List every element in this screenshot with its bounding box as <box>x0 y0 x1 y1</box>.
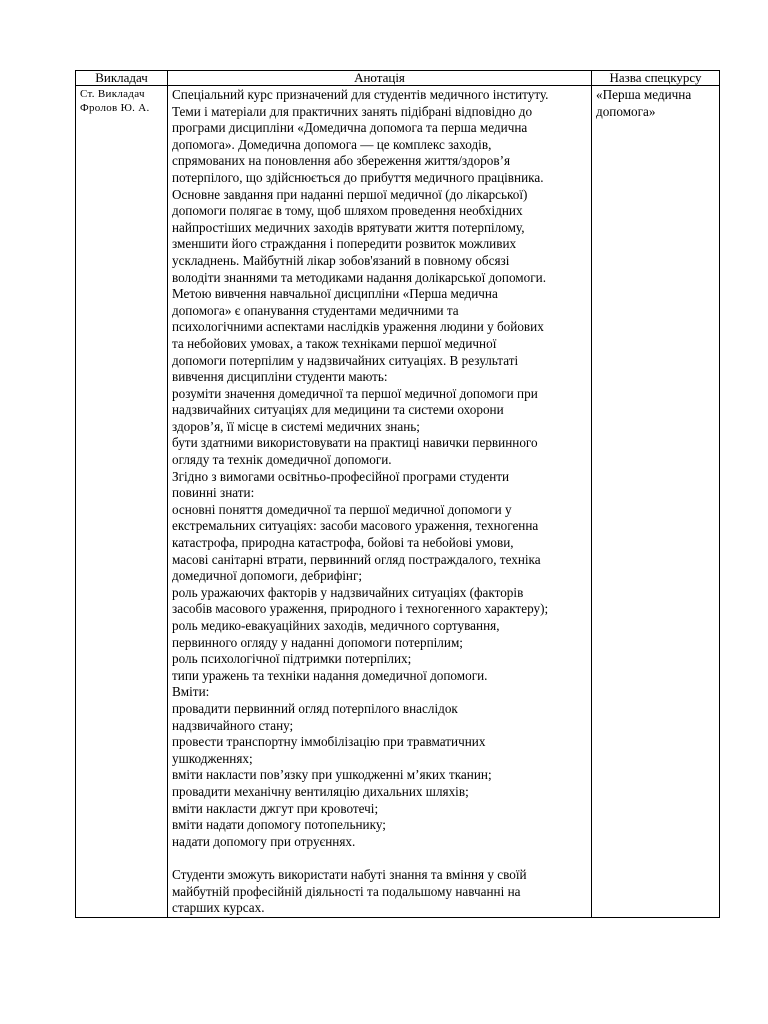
annotation-line: основні поняття домедичної та першої медичної допомоги у <box>172 501 512 517</box>
annotation-line: вивчення дисципліни студенти мають: <box>172 369 388 385</box>
annotation-cell <box>168 86 592 918</box>
annotation-line: майбутній професійній діяльності та подальшому навчанні на <box>172 883 521 899</box>
annotation-line: найпростіших медичних заходів врятувати життя потерпілому, <box>172 219 525 235</box>
teacher-title: Ст. Викладач <box>80 88 145 100</box>
header-teacher: Викладач <box>76 71 168 86</box>
annotation-line: домедичної допомоги, дебрифінг; <box>172 568 363 584</box>
course-name-line: допомога» <box>596 103 656 119</box>
annotation-line: бути здатними використовувати на практиці навички первинного <box>172 435 538 451</box>
annotation-line: та небойових умовах, а також техніками першої медичної <box>172 335 497 351</box>
annotation-line: старших курсах. <box>172 900 265 916</box>
teacher-cell <box>76 86 168 918</box>
annotation-line: повинні знати: <box>172 485 255 501</box>
annotation-line: вміти накласти джгут при кровотечі; <box>172 800 379 816</box>
annotation-line: допомога». Домедична допомога — це комплекс заходів, <box>172 136 492 152</box>
annotation-line: типи уражень та техніки надання домедичної допомоги. <box>172 667 488 683</box>
annotation-line: провадити механічну вентиляцію дихальних шляхів; <box>172 783 469 799</box>
annotation-line: провести транспортну іммобілізацію при травматичних <box>172 734 486 750</box>
annotation-line: ускладнень. Майбутній лікар зобов'язаний в повному обсязі <box>172 252 510 268</box>
annotation-line <box>172 850 585 867</box>
annotation-line: володіти знаннями та методиками надання долікарської допомоги. <box>172 269 546 285</box>
annotation-line: надзвичайного стану; <box>172 717 294 733</box>
header-course-name: Назва спецкурсу <box>592 71 720 86</box>
annotation-line: Теми і матеріали для практичних занять підібрані відповідно до <box>172 103 533 119</box>
annotation-line: Спеціальний курс призначений для студентів медичного інституту. <box>172 87 549 102</box>
annotation-line: надзвичайних ситуаціях для медицини та системи охорони <box>172 402 504 418</box>
annotation-line: зменшити його страждання і попередити розвиток можливих <box>172 236 517 252</box>
annotation-line: спрямованих на поновлення або збереження життя/здоров’я <box>172 153 511 169</box>
annotation-line: психологічними аспектами наслідків ураження людини у бойових <box>172 319 544 335</box>
annotation-line: допомоги потерпілим у надзвичайних ситуаціях. В результаті <box>172 352 519 368</box>
course-name-line: «Перша медична <box>596 87 692 102</box>
annotation-line: роль медико-евакуаційних заходів, медичного сортування, <box>172 618 500 633</box>
annotation-line: допомоги полягає в тому, щоб шляхом проведення необхідних <box>172 203 523 219</box>
annotation-line: розуміти значення домедичної та першої медичної допомоги при <box>172 385 538 401</box>
annotation-line: Згідно з вимогами освітньо-професійної програми студенти <box>172 468 510 484</box>
course-table <box>75 70 720 918</box>
annotation-line: програми дисципліни «Домедична допомога та перша медична <box>172 120 528 136</box>
annotation-line: вміти надати допомогу потопельнику; <box>172 817 386 833</box>
annotation-line: Студенти зможуть використати набуті знання та вміння у своїй <box>172 866 527 882</box>
teacher-name: Фролов Ю. А. <box>80 102 150 114</box>
annotation-line: допомога» є опанування студентами медичними та <box>172 302 459 318</box>
annotation-line: огляду та технік домедичної допомоги. <box>172 452 392 468</box>
annotation-line: Основне завдання при наданні першої медичної (до лікарської) <box>172 186 528 202</box>
annotation-line: засобів масового ураження, природного і техногенного характеру); <box>172 601 549 617</box>
annotation-line: здоров’я, її місце в системі медичних знань; <box>172 418 420 434</box>
annotation-line: роль психологічної підтримки потерпілих; <box>172 651 412 667</box>
annotation-line: екстремальних ситуаціях: засоби масового ураження, техногенна <box>172 518 539 534</box>
course-name-cell <box>592 86 720 918</box>
annotation-line: надати допомогу при отруєннях. <box>172 833 356 849</box>
table-header-row <box>76 71 720 86</box>
annotation-line: провадити первинний огляд потерпілого внаслідок <box>172 700 458 716</box>
annotation-line: Вміти: <box>172 684 210 700</box>
annotation-line: ушкодженнях; <box>172 750 253 766</box>
annotation-line: Метою вивчення навчальної дисципліни «Перша медична <box>172 286 498 302</box>
annotation-line: первинного огляду у наданні допомоги потерпілим; <box>172 634 463 650</box>
header-annotation: Анотація <box>168 71 592 86</box>
annotation-line: катастрофа, природна катастрофа, бойові та небойові умови, <box>172 535 514 551</box>
annotation-line: потерпілого, що здійснюється до прибуття медичного працівника. <box>172 169 544 185</box>
table-row <box>76 86 720 918</box>
annotation-line: масові санітарні втрати, первинний огляд постраждалого, техніка <box>172 551 541 567</box>
annotation-line: вміти накласти пов’язку при ушкодженні м’яких тканин; <box>172 767 492 783</box>
annotation-line: роль уражаючих факторів у надзвичайних ситуаціях (факторів <box>172 584 524 600</box>
